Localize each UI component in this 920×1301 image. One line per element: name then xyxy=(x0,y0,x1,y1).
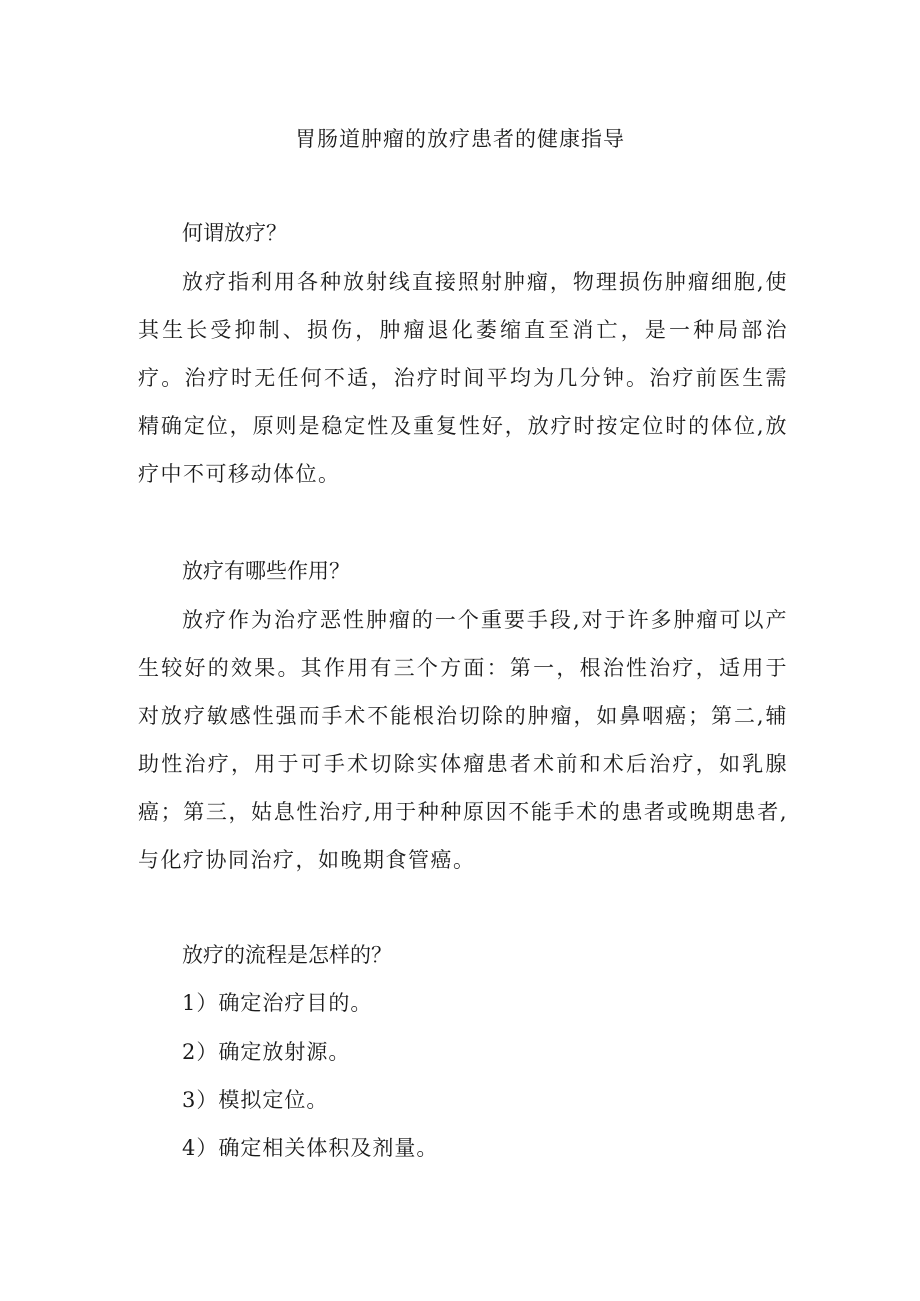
section-heading-what-is-radiotherapy: 何谓放疗？ xyxy=(182,221,287,245)
section-heading-radiotherapy-process: 放疗的流程是怎样的？ xyxy=(182,943,392,967)
section-body-radiotherapy-effects: 放疗作为治疗恶性肿瘤的一个重要手段,对于许多肿瘤可以产生较好的效果。其作用有三个方面：第一，根治性治疗，适用于对放疗敏感性强而手术不能根治切除的肿瘤，如鼻咽癌；第二,辅助性治疗，用于可手术切除实体瘤患者术前和术后治疗，如乳腺癌；第三，姑息性治疗,用于种种原因不能手术的患者或晚期患者,与化疗协同治疗，如晚期食管癌。 xyxy=(138,608,788,872)
section-body-what-is-radiotherapy: 放疗指利用各种放射线直接照射肿瘤，物理损伤肿瘤细胞,使其生长受抑制、损伤，肿瘤退化萎缩直至消亡，是一种局部治疗。治疗时无任何不适，治疗时间平均为几分钟。治疗前医生需精确定位，原则是稳定性及重复性好，放疗时按定位时的体位,放疗中不可移动体位。 xyxy=(138,270,788,486)
process-step-3: 3）模拟定位。 xyxy=(182,1088,329,1112)
section-heading-radiotherapy-effects: 放疗有哪些作用？ xyxy=(182,559,350,583)
document-title: 胃肠道肿瘤的放疗患者的健康指导 xyxy=(295,127,625,151)
process-step-4: 4）确定相关体积及剂量。 xyxy=(182,1136,439,1160)
process-step-2: 2）确定放射源。 xyxy=(182,1040,351,1064)
process-step-1: 1）确定治疗目的。 xyxy=(182,991,373,1015)
